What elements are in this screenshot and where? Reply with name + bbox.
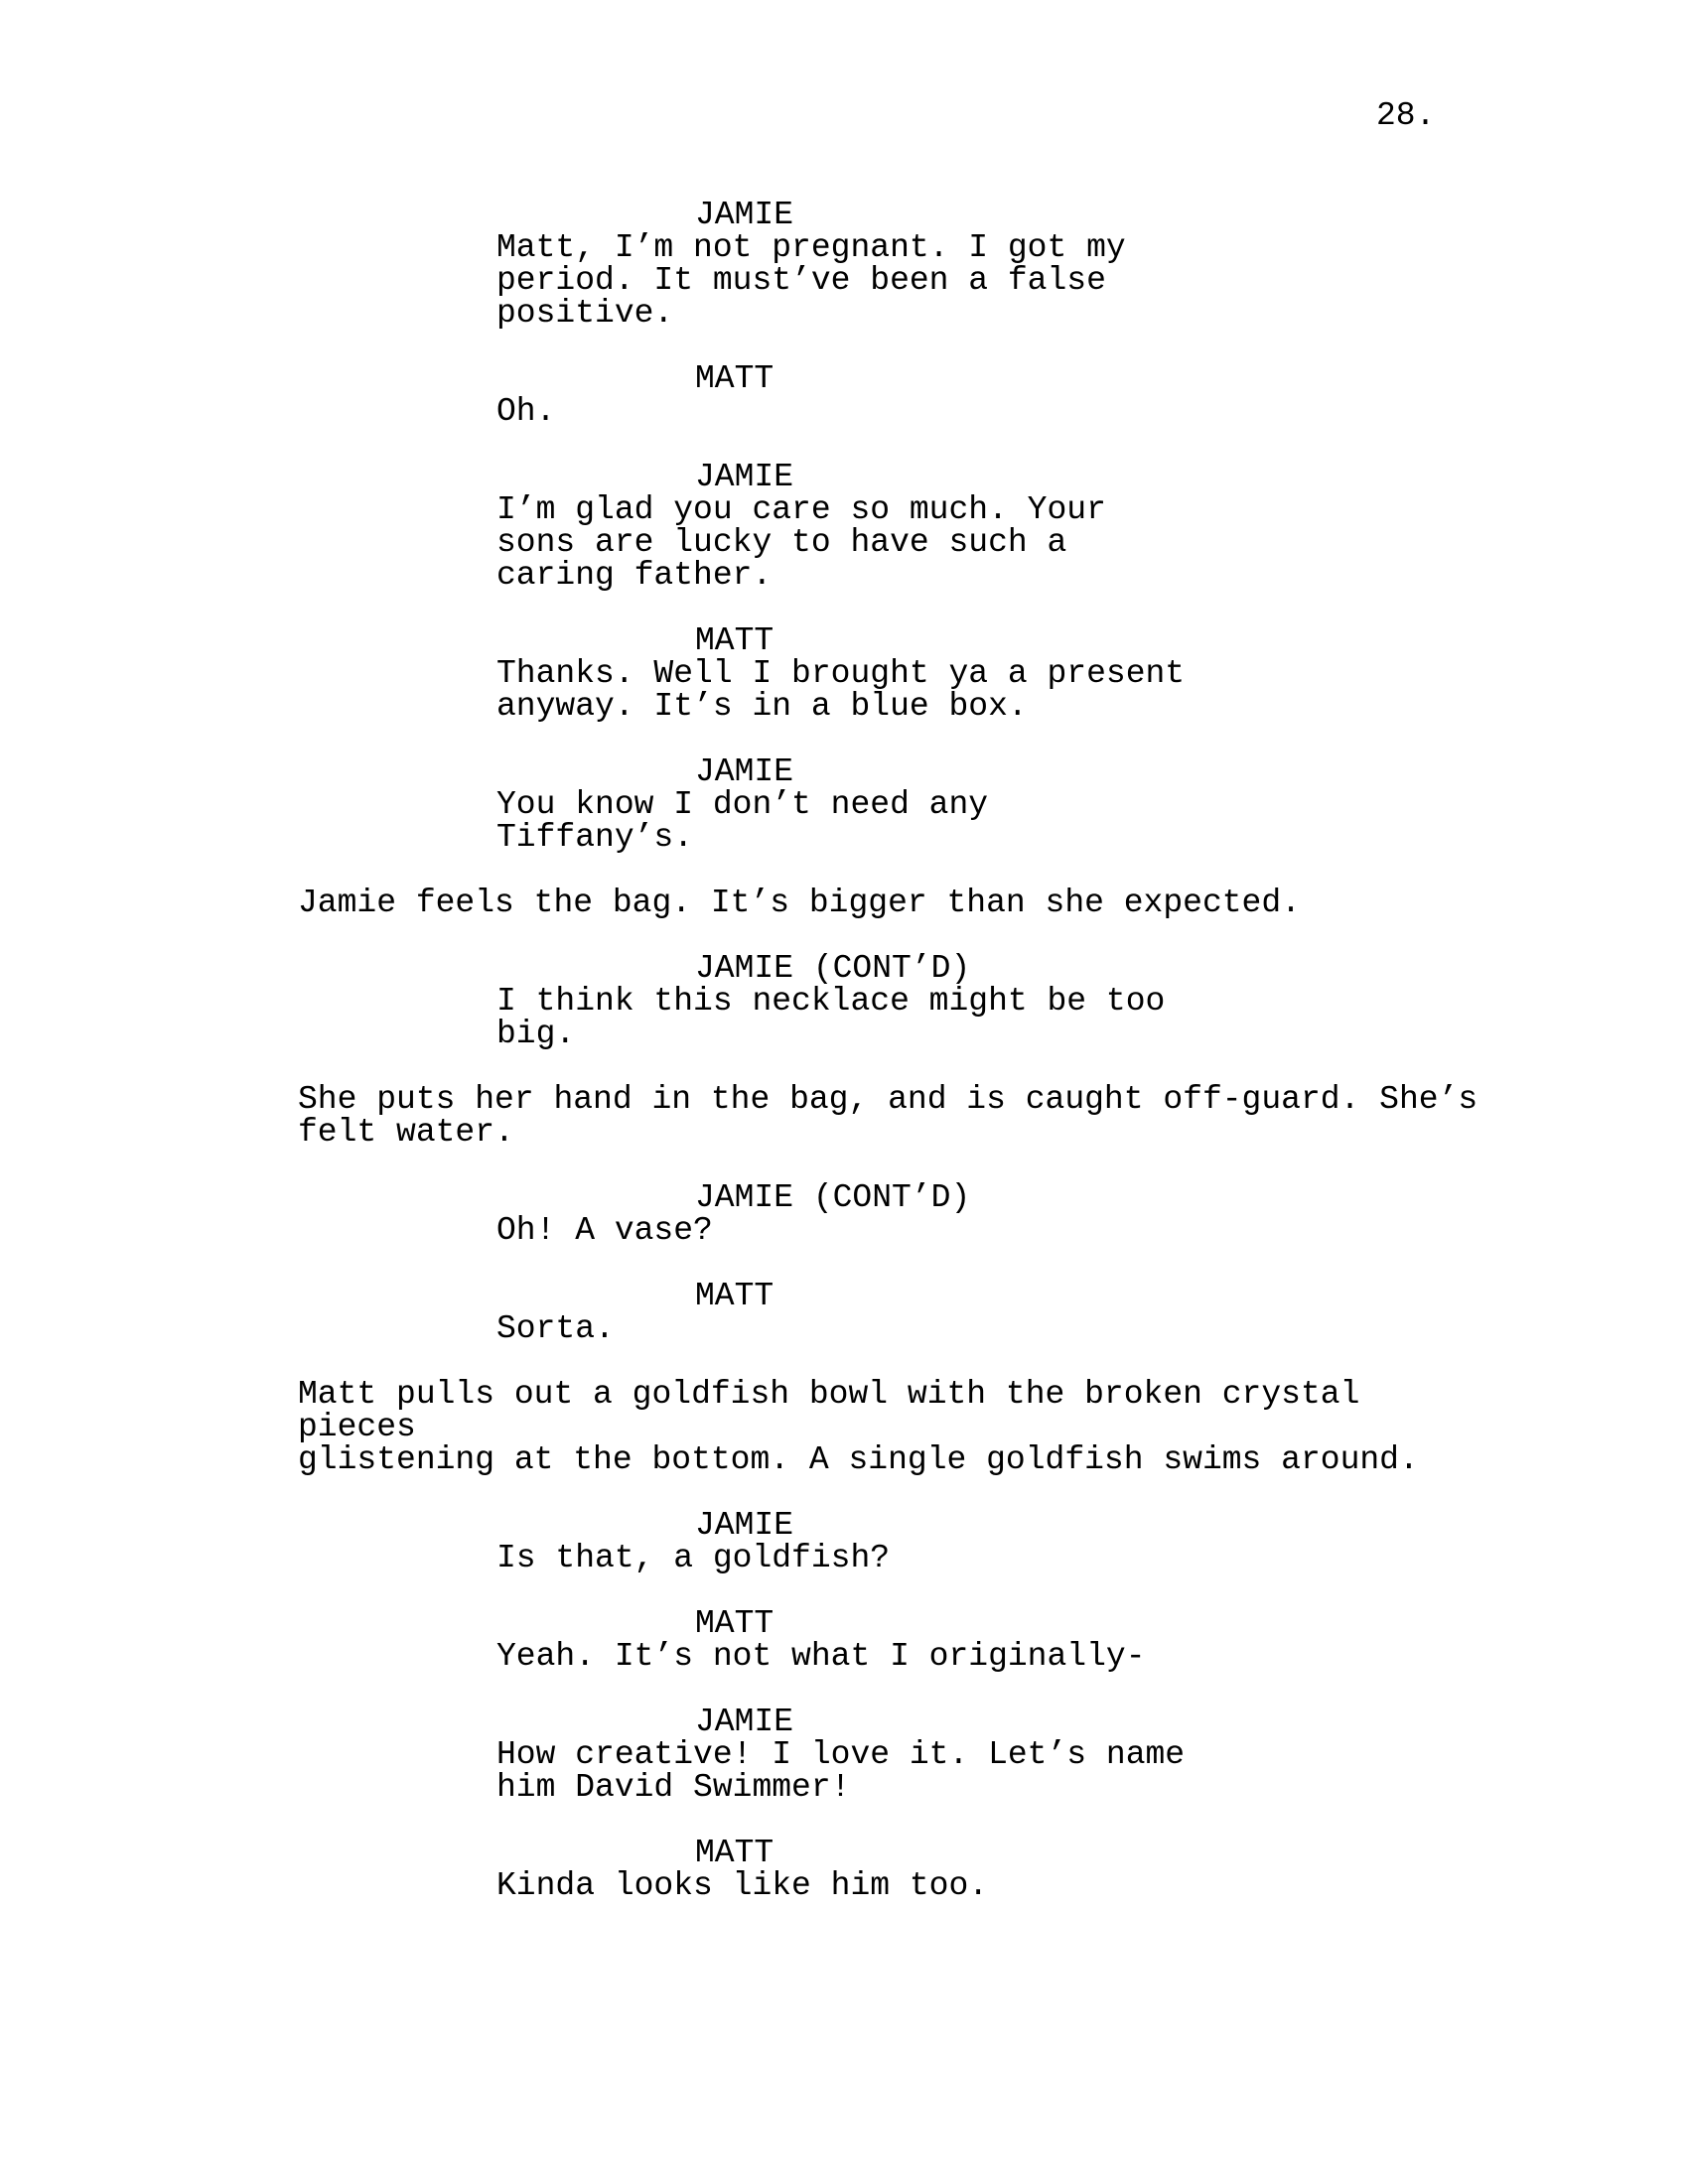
character-cue: MATT	[695, 1278, 774, 1314]
character-cue: JAMIE	[695, 1704, 794, 1740]
spacer	[298, 1345, 1539, 1378]
dialogue: You know I don’t need any Tiffany’s.	[496, 786, 989, 856]
action-line: Matt pulls out a goldfish bowl with the broken crystal pieces glistening at the bottom. A single goldfish swims around.	[298, 1376, 1419, 1478]
character-cue: MATT	[695, 360, 774, 397]
character-cue: JAMIE	[695, 753, 794, 790]
dialogue: Thanks. Well I brought ya a present anyway. It’s in a blue box.	[496, 655, 1186, 725]
dialogue: I’m glad you care so much. Your sons are lucky to have such a caring father.	[496, 491, 1106, 594]
spacer	[298, 1247, 1539, 1280]
script-body	[298, 199, 1539, 1902]
page-number: 28.	[1376, 97, 1436, 134]
character-cue: MATT	[695, 1605, 774, 1642]
dialogue: Kinda looks like him too.	[496, 1867, 989, 1904]
spacer	[298, 854, 1539, 887]
dialogue: Matt, I’m not pregnant. I got my period. It must’ve been a false positive.	[496, 229, 1126, 332]
spacer	[298, 1673, 1539, 1706]
spacer	[298, 723, 1539, 755]
dialogue: Is that, a goldfish?	[496, 1540, 891, 1576]
dialogue: Oh! A vase?	[496, 1212, 713, 1249]
dialogue: Sorta.	[496, 1310, 615, 1347]
character-cue: JAMIE (CONT’D)	[695, 1179, 971, 1216]
action-line: She puts her hand in the bag, and is caught off-guard. She’s felt water.	[298, 1081, 1478, 1151]
character-cue: MATT	[695, 622, 774, 659]
character-cue: JAMIE	[695, 197, 794, 233]
character-cue: JAMIE (CONT’D)	[695, 950, 971, 987]
dialogue: Oh.	[496, 393, 556, 430]
spacer	[298, 428, 1539, 461]
spacer	[298, 1574, 1539, 1607]
character-cue: JAMIE	[695, 1507, 794, 1544]
dialogue: How creative! I love it. Let’s name him David Swimmer!	[496, 1736, 1186, 1806]
spacer	[298, 1476, 1539, 1509]
spacer	[298, 1804, 1539, 1837]
character-cue: JAMIE	[695, 459, 794, 495]
spacer	[298, 919, 1539, 952]
spacer	[298, 1149, 1539, 1181]
spacer	[298, 330, 1539, 362]
dialogue: Yeah. It’s not what I originally-	[496, 1638, 1146, 1675]
spacer	[298, 1050, 1539, 1083]
character-cue: MATT	[695, 1835, 774, 1871]
spacer	[298, 592, 1539, 624]
action-line: Jamie feels the bag. It’s bigger than she expected.	[298, 885, 1301, 921]
dialogue: I think this necklace might be too big.	[496, 983, 1166, 1052]
